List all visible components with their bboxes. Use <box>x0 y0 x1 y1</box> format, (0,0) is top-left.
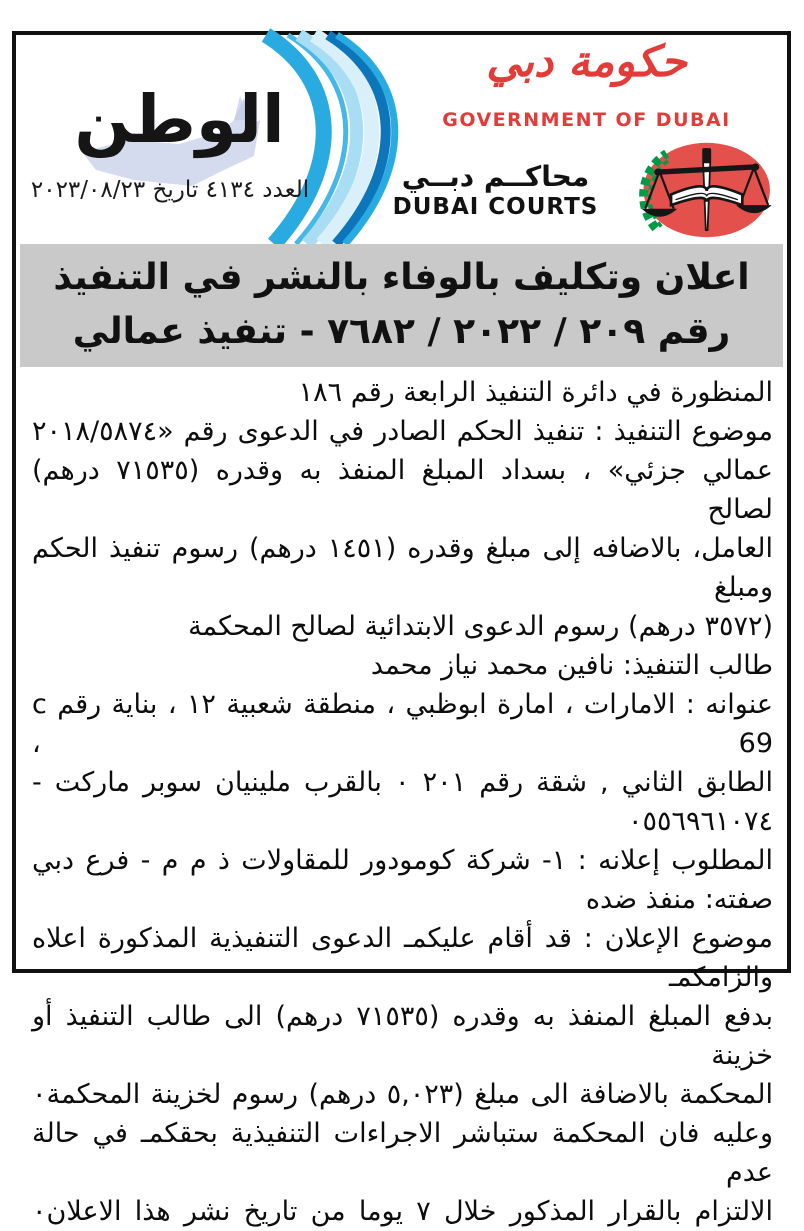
body-line: وعليه فان المحكمة ستباشر الاجراءات التنفيذية بحقكمـ في حالة عدم <box>32 1118 773 1188</box>
notice-headline-bar <box>20 244 783 367</box>
body-line: المنظورة في دائرة التنفيذ الرابعة رقم ١٨٦ <box>298 377 773 408</box>
dubai-courts-english-label: DUBAI COURTS <box>392 193 599 220</box>
header <box>16 35 787 244</box>
body-line: الطابق الثاني , شقة رقم ٢٠١ ٠ بالقرب ملينيان سوبر ماركت - ٠٥٥٦٩٦١٠٧٤ <box>32 767 773 837</box>
body-line: طالب التنفيذ: نافين محمد نياز محمد <box>370 650 773 681</box>
notice-border-frame <box>12 31 791 1227</box>
body-line: موضوع التنفيذ : تنفيذ الحكم الصادر في الدعوى رقم «٢٠١٨/٥٨٧٤ <box>32 416 773 447</box>
dubai-courts-scales-emblem-icon <box>611 141 781 239</box>
body-line: عمالي جزئي» ، بسداد المبلغ المنفذ به وقدره (٧١٥٣٥ درهم) لصالح <box>32 455 773 525</box>
body-line: صفته: منفذ ضده <box>585 884 773 915</box>
government-of-dubai-arabic-logo: حكومة دبي <box>486 37 687 87</box>
body-line: الالتزام بالقرار المذكور خلال ٧ يوما من تاريخ نشر هذا الاعلان٠ <box>32 1196 773 1227</box>
body-line: المطلوب إعلانه : ١- شركة كومودور للمقاولات ذ م م - فرع دبي <box>32 845 773 876</box>
body-line: العامل، بالاضافه إلى مبلغ وقدره (١٤٥١ درهم) رسوم تنفيذ الحكم ومبلغ <box>32 533 773 603</box>
alwatan-newspaper-logo: الوطن <box>74 81 285 158</box>
government-of-dubai-english-label: GOVERNMENT OF DUBAI <box>442 109 731 131</box>
notice-body <box>32 373 773 1231</box>
body-line: موضوع الإعلان : قد أقام عليكمـ الدعوى التنفيذية المذكورة اعلاه والزامكمـ <box>32 923 773 993</box>
notice-headline-line2: رقم ٢٠٩ / ٢٠٢٢ / ٧٦٨٢ - تنفيذ عمالي <box>72 311 731 352</box>
body-line: بدفع المبلغ المنفذ به وقدره (٧١٥٣٥ درهم) الى طالب التنفيذ أو خزينة <box>32 1001 773 1071</box>
dubai-courts-logo-block <box>388 141 781 239</box>
body-line: المحكمة بالاضافة الى مبلغ (٥,٠٢٣ درهم) رسوم لخزينة المحكمة٠ <box>32 1079 773 1110</box>
dubai-courts-wordmark <box>388 160 603 220</box>
notice-headline-line1: اعلان وتكليف بالوفاء بالنشر في التنفيذ <box>53 257 750 298</box>
body-line: عنوانه : الامارات ، امارة ابوظبي ، منطقة شعبية ١٢ ، بناية رقم c 69 ، <box>32 689 773 759</box>
issue-number-date: العدد ٤١٣٤ تاريخ ٢٠٢٣/٠٨/٢٣ <box>30 177 310 203</box>
body-line: (٣٥٧٢ درهم) رسوم الدعوى الابتدائية لصالح المحكمة <box>188 611 773 642</box>
dubai-courts-arabic-label: محاكــم دبــي <box>401 160 590 194</box>
